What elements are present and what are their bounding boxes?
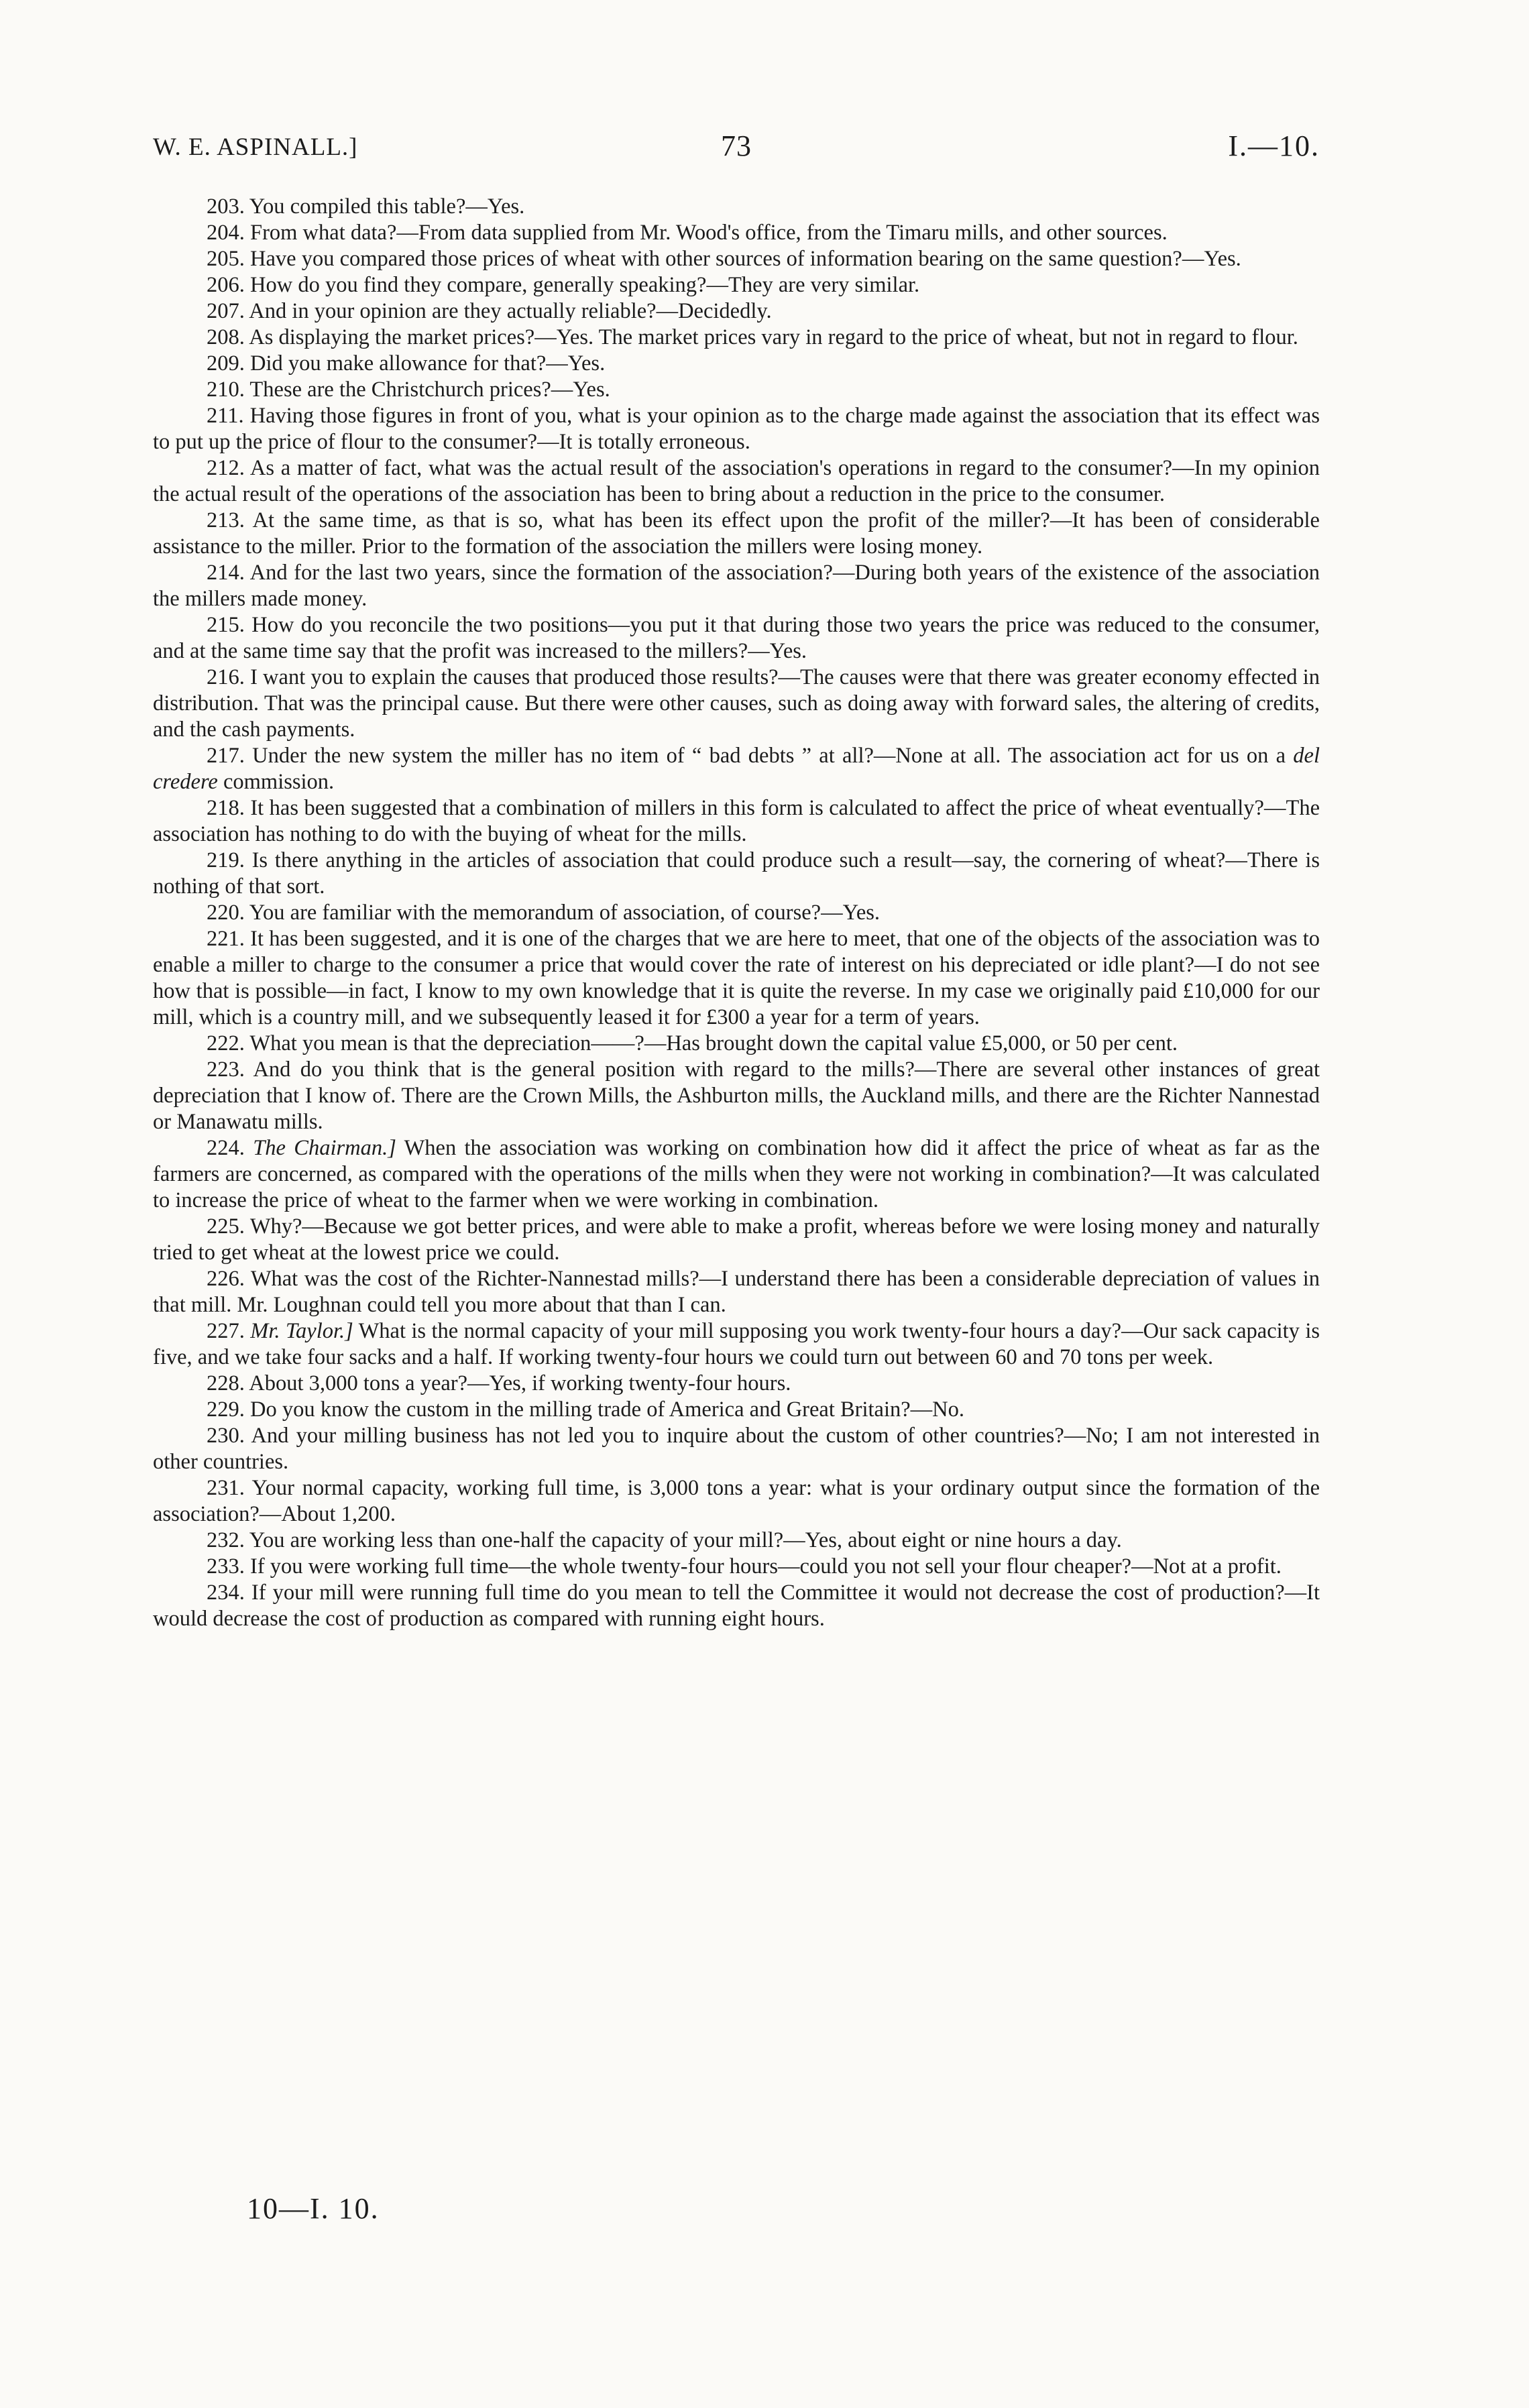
qa-paragraph [153, 1397, 1320, 1423]
page-number: 73 [721, 129, 752, 162]
qa-number: 228. [207, 1371, 245, 1395]
qa-paragraph [153, 1371, 1320, 1397]
qa-italic-text: Mr. Taylor.] [250, 1319, 353, 1343]
qa-paragraph [153, 298, 1320, 325]
qa-text: commission. [217, 770, 335, 794]
qa-number: 215. [207, 613, 245, 637]
paper-reference: I.—10. [1228, 129, 1320, 162]
qa-paragraph [153, 325, 1320, 351]
qa-paragraph [153, 246, 1320, 272]
qa-number: 205. [207, 247, 245, 271]
qa-number: 203. [207, 194, 245, 219]
qa-number: 222. [207, 1031, 245, 1055]
qa-italic-text: del credere [153, 744, 1320, 794]
qa-text: If you were working full time—the whole twenty-four hours—could you not sell your flour cheaper?—Not at a profit. [250, 1554, 1282, 1579]
qa-text: You are familiar with the memorandum of association, of course?—Yes. [249, 901, 881, 925]
qa-number: 225. [207, 1214, 245, 1239]
qa-text: These are the Christchurch prices?—Yes. [249, 378, 610, 402]
qa-number: 210. [207, 378, 245, 402]
qa-text: Did you make allowance for that?—Yes. [250, 351, 606, 376]
qa-paragraph [153, 1266, 1320, 1318]
qa-text: Have you compared those prices of wheat with other sources of information bearing on the same question?—Yes. [250, 247, 1241, 271]
qa-paragraph [153, 926, 1320, 1031]
qa-number: 220. [207, 901, 245, 925]
qa-number: 216. [207, 665, 245, 689]
qa-number: 229. [207, 1397, 245, 1422]
qa-text: About 3,000 tons a year?—Yes, if working twenty-four hours. [249, 1371, 791, 1395]
qa-number: 231. [207, 1476, 245, 1500]
header-witness-name: W. E. ASPINALL.] [153, 133, 358, 161]
qa-text: Why?—Because we got better prices, and were able to make a profit, whereas before we were losing money and naturally tried to get wheat at the lowest price we could. [153, 1214, 1320, 1265]
qa-paragraph [153, 508, 1320, 560]
qa-number: 211. [207, 404, 244, 428]
qa-number: 208. [207, 325, 245, 349]
qa-number: 230. [207, 1424, 245, 1448]
qa-text: When the association was working on combination how did it affect the price of wheat as far as the farmers are concerned, as compared with the operations of the mills when they were not working in combination?—It was calculated to increase the price of wheat to the farmer when we were working in combination. [153, 1136, 1320, 1212]
qa-text: How do you reconcile the two positions—you put it that during those two years the price was reduced to the consumer, and at the same time say that the profit was increased to the millers?—Yes. [153, 613, 1320, 663]
qa-text: And your milling business has not led you to inquire about the custom of other countries?—No; I am not interested in other countries. [153, 1424, 1320, 1474]
qa-number: 212. [207, 456, 245, 480]
qa-text: From what data?—From data supplied from Mr. Wood's office, from the Timaru mills, and other sources. [250, 221, 1168, 245]
qa-paragraph [153, 1475, 1320, 1528]
qa-paragraph [153, 351, 1320, 377]
qa-paragraph [153, 1580, 1320, 1632]
qa-number: 207. [207, 299, 245, 323]
qa-number: 234. [207, 1581, 245, 1605]
qa-paragraph [153, 743, 1320, 795]
qa-paragraph [153, 1318, 1320, 1371]
qa-text: As displaying the market prices?—Yes. The market prices vary in regard to the price of wheat, but not in regard to flour. [249, 325, 1298, 349]
qa-number: 213. [207, 508, 245, 532]
qa-number: 221. [207, 927, 245, 951]
qa-paragraph [153, 403, 1320, 455]
qa-text: Under the new system the miller has no item of “ bad debts ” at all?—None at all. The association act for us on a [252, 744, 1294, 768]
qa-paragraph [153, 795, 1320, 848]
qa-paragraph [153, 1057, 1320, 1135]
qa-paragraph [153, 665, 1320, 743]
qa-paragraph [153, 1031, 1320, 1057]
evidence-body [153, 194, 1320, 1632]
qa-number: 233. [207, 1554, 245, 1579]
qa-number: 218. [207, 796, 245, 820]
qa-text: What you mean is that the depreciation——?—Has brought down the capital value £5,000, or 50 per cent. [249, 1031, 1178, 1055]
qa-paragraph [153, 455, 1320, 508]
qa-number: 209. [207, 351, 245, 376]
qa-paragraph [153, 272, 1320, 298]
page-header [153, 129, 1320, 173]
qa-paragraph [153, 220, 1320, 246]
qa-text: If your mill were running full time do you mean to tell the Committee it would not decrease the cost of production?—It would decrease the cost of production as compared with running eight hours. [153, 1581, 1320, 1631]
qa-number: 224. [207, 1136, 245, 1160]
qa-paragraph [153, 1554, 1320, 1580]
qa-text: Your normal capacity, working full time, is 3,000 tons a year: what is your ordinary output since the formation of the association?—About 1,200. [153, 1476, 1320, 1526]
qa-text: Do you know the custom in the milling trade of America and Great Britain?—No. [250, 1397, 965, 1422]
qa-text: How do you find they compare, generally speaking?—They are very similar. [250, 273, 920, 297]
qa-text: And do you think that is the general position with regard to the mills?—There are several other instances of great depreciation that I know of. There are the Crown Mills, the Ashburton mills, the Auckland mills, and there are the Richter Nannestad or Manawatu mills. [153, 1057, 1320, 1134]
qa-paragraph [153, 1423, 1320, 1475]
qa-text: Is there anything in the articles of association that could produce such a result—say, the cornering of wheat?—There is nothing of that sort. [153, 848, 1320, 899]
printer-signature: 10—I. 10. [247, 2192, 380, 2225]
qa-text: And in your opinion are they actually reliable?—Decidedly. [249, 299, 772, 323]
qa-text: It has been suggested, and it is one of the charges that we are here to meet, that one of the objects of the association was to enable a miller to charge to the consumer a price that would cover the rate of interest on his depreciated or idle plant?—I do not see how that is possible—in fact, I know to my own knowledge that it is quite the reverse. In my case we originally paid £10,000 for our mill, which is a country mill, and we subsequently leased it for £300 a year for a term of years. [153, 927, 1320, 1029]
qa-number: 232. [207, 1528, 245, 1552]
qa-text: And for the last two years, since the formation of the association?—During both years of the existence of the association the millers made money. [153, 561, 1320, 611]
qa-paragraph [153, 848, 1320, 900]
qa-paragraph [153, 612, 1320, 665]
qa-number: 219. [207, 848, 245, 872]
qa-number: 217. [207, 744, 245, 768]
qa-text: I want you to explain the causes that produced those results?—The causes were that there was greater economy effected in distribution. That was the principal cause. But there were other causes, such as doing away with forward sales, the altering of credits, and the cash payments. [153, 665, 1320, 742]
qa-number: 223. [207, 1057, 245, 1082]
qa-paragraph [153, 900, 1320, 926]
qa-paragraph [153, 1528, 1320, 1554]
qa-paragraph [153, 377, 1320, 403]
qa-text: At the same time, as that is so, what has been its effect upon the profit of the miller?—It has been of considerable assistance to the miller. Prior to the formation of the association the millers were losing money. [153, 508, 1320, 559]
qa-text: It has been suggested that a combination of millers in this form is calculated to affect the price of wheat eventually?—The association has nothing to do with the buying of wheat for the mills. [153, 796, 1320, 846]
qa-number: 214. [207, 561, 245, 585]
qa-paragraph [153, 1214, 1320, 1266]
qa-text: What is the normal capacity of your mill supposing you work twenty-four hours a day?—Our sack capacity is five, and we take four sacks and a half. If working twenty-four hours we could turn out between 60 and 70 tons per week. [153, 1319, 1320, 1369]
qa-paragraph [153, 1135, 1320, 1214]
qa-number: 206. [207, 273, 245, 297]
qa-number: 204. [207, 221, 245, 245]
qa-paragraph [153, 560, 1320, 612]
qa-text: You are working less than one-half the capacity of your mill?—Yes, about eight or nine hours a day. [249, 1528, 1122, 1552]
qa-italic-text: The Chairman.] [253, 1136, 396, 1160]
qa-text: As a matter of fact, what was the actual result of the association's operations in regard to the consumer?—In my opinion the actual result of the operations of the association has been to bring about a reduction in the price to the consumer. [153, 456, 1320, 506]
qa-number: 227. [207, 1319, 245, 1343]
qa-number: 226. [207, 1267, 245, 1291]
qa-text: What was the cost of the Richter-Nannestad mills?—I understand there has been a considerable depreciation of values in that mill. Mr. Loughnan could tell you more about that than I can. [153, 1267, 1320, 1317]
qa-text: Having those figures in front of you, what is your opinion as to the charge made against the association that its effect was to put up the price of flour to the consumer?—It is totally erroneous. [153, 404, 1320, 454]
qa-text: You compiled this table?—Yes. [249, 194, 525, 219]
qa-paragraph [153, 194, 1320, 220]
